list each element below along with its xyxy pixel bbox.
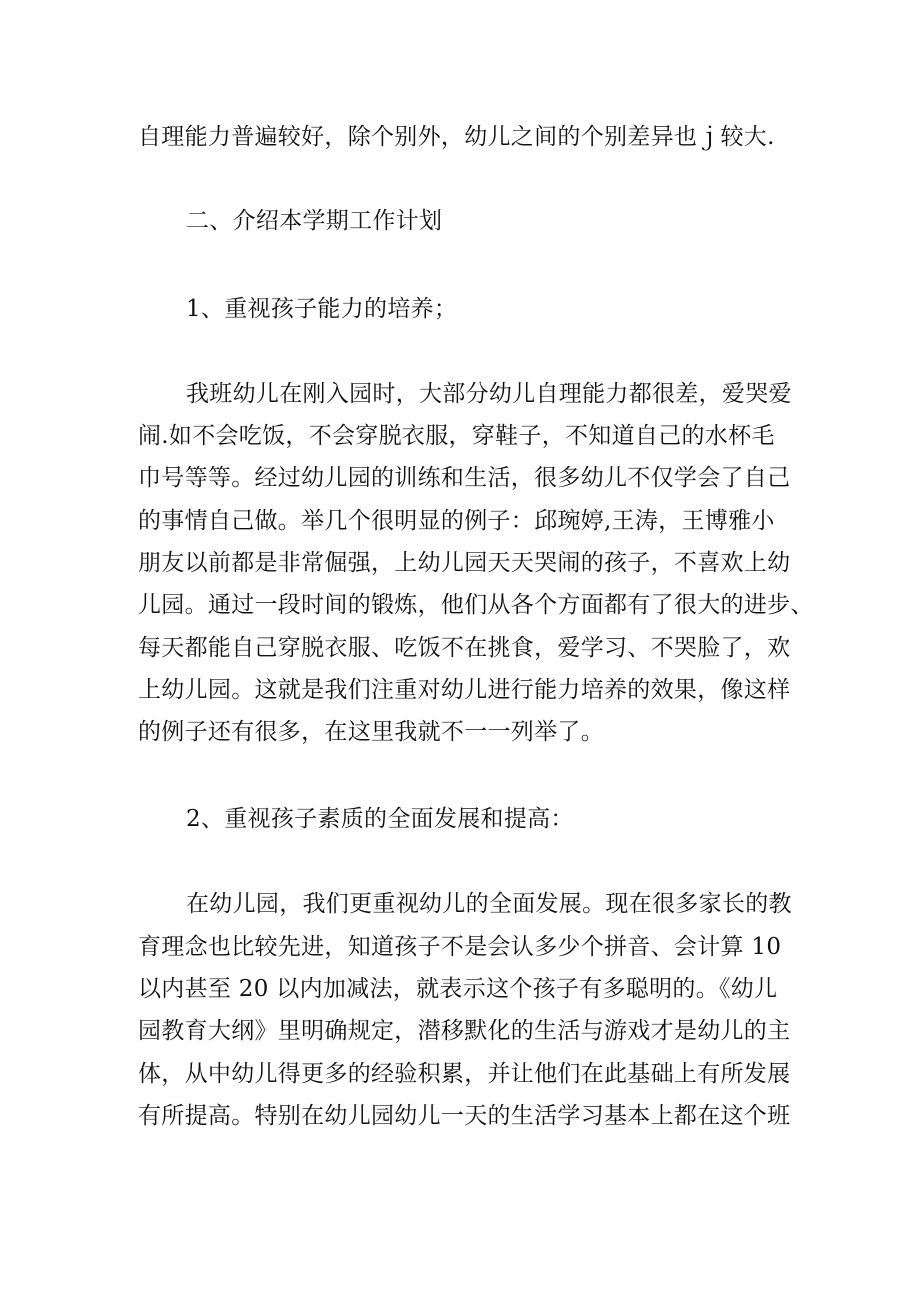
subsection-heading: 1、重视孩子能力的培养； [186, 296, 458, 322]
paragraph-line: 育理念也比较先进，知道孩子不是会认多少个拼音、会计算 10 [138, 934, 782, 960]
paragraph-line: 体，从中幼儿得更多的经验积累，并让他们在此基础上有所发展 [138, 1061, 791, 1087]
paragraph-line: 的事情自己做。举几个很明显的例子：邱琬婷,王涛，王博雅小 [138, 508, 775, 534]
paragraph-line: 有所提高。特别在幼儿园幼儿一天的生活学习基本上都在这个班 [138, 1103, 791, 1129]
paragraph-line: 我班幼儿在刚入园时，大部分幼儿自理能力都很差，爱哭爱 [186, 381, 792, 407]
paragraph-line: 巾号等等。经过幼儿园的训练和生活，很多幼儿不仅学会了自己 [138, 465, 791, 491]
paragraph-line: 上幼儿园。这就是我们注重对幼儿进行能力培养的效果，像这样 [138, 677, 791, 703]
paragraph-line: 闹.如不会吃饭，不会穿脱衣服，穿鞋子，不知道自己的水杯毛 [138, 423, 775, 449]
paragraph-line: 儿园。通过一段时间的锻炼，他们从各个方面都有了很大的进步、 [138, 592, 814, 618]
paragraph-line: 园教育大纲》里明确规定，潜移默化的生活与游戏才是幼儿的主 [138, 1018, 791, 1044]
paragraph-line: 在幼儿园，我们更重视幼儿的全面发展。现在很多家长的教 [186, 891, 792, 917]
paragraph-line: 以内甚至 20 以内加减法，就表示这个孩子有多聪明的。《幼儿 [138, 976, 778, 1002]
section-heading: 二、介绍本学期工作计划 [186, 208, 443, 234]
paragraph-line: 的例子还有很多，在这里我就不一一列举了。 [138, 719, 604, 745]
paragraph-line: 每天都能自己穿脱衣服、吃饭不在挑食，爱学习、不哭脸了，欢 [138, 635, 791, 661]
paragraph-line: 自理能力普遍较好，除个别外，幼儿之间的个别差异也ｊ较大. [138, 124, 775, 150]
subsection-heading: 2、重视孩子素质的全面发展和提高： [186, 806, 574, 832]
paragraph-line: 朋友以前都是非常倔强，上幼儿园天天哭闹的孩子，不喜欢上幼 [138, 550, 791, 576]
